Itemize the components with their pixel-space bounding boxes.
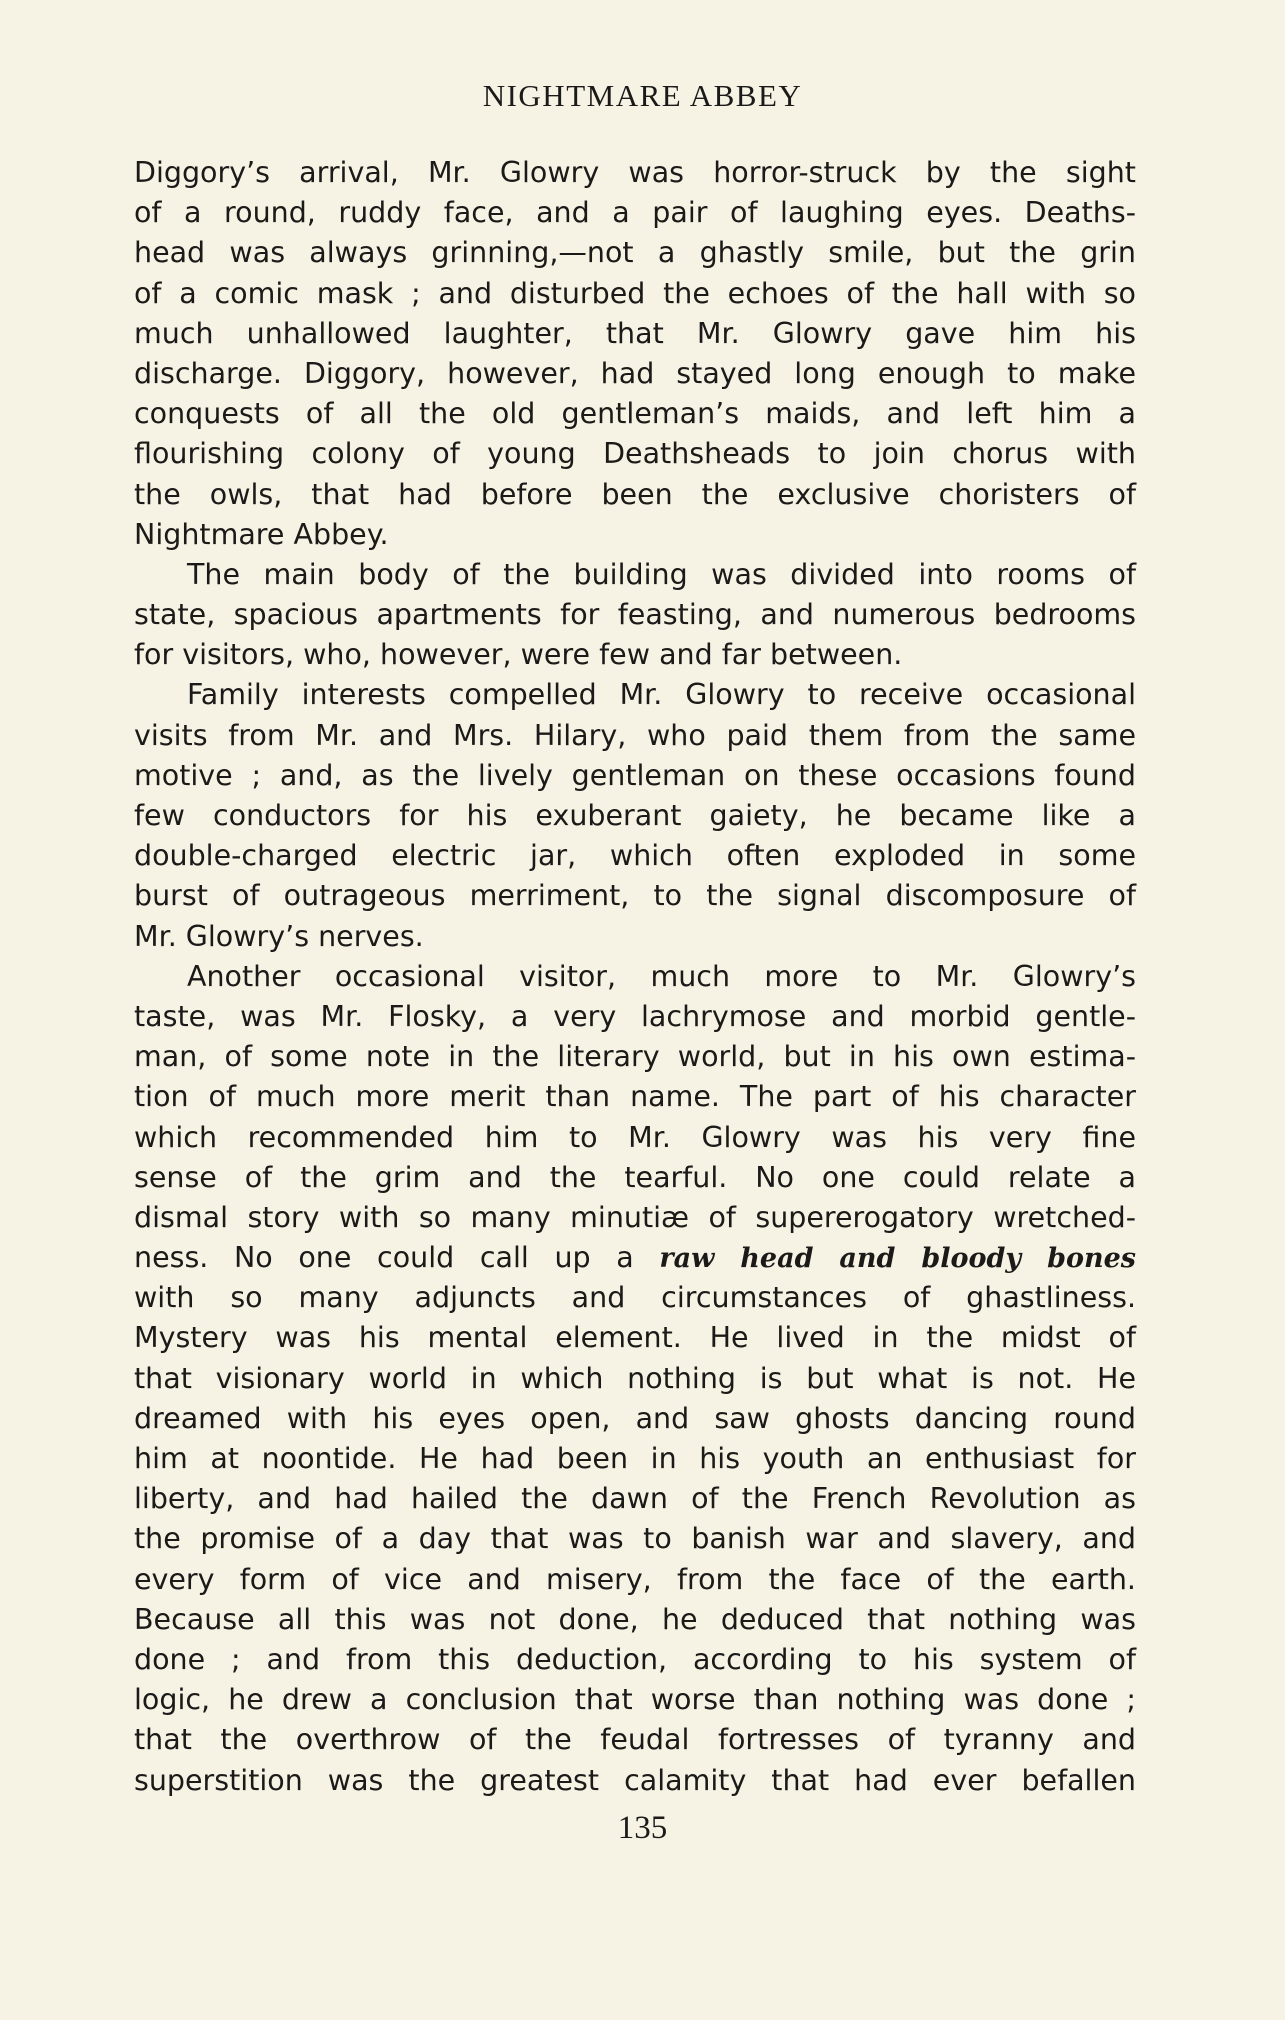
text-line: dreamed with his eyes open, and saw ghosts dancing round xyxy=(134,1401,1136,1435)
body-text xyxy=(134,153,1136,1801)
text-line: done ; and from this deduction, according to his system of xyxy=(134,1642,1136,1676)
text-line: for visitors, who, however, were few and far between. xyxy=(134,638,903,672)
text-line: motive ; and, as the lively gentleman on these occasions found xyxy=(134,758,1136,792)
text-line: Mystery was his mental element. He lived in the midst of xyxy=(134,1321,1136,1355)
text-span: ness. No one could call up a xyxy=(134,1241,634,1275)
text-line: with so many adjuncts and circumstances of ghastliness. xyxy=(134,1281,1136,1315)
text-line: man, of some note in the literary world, but in his own estima- xyxy=(134,1040,1136,1074)
text-line: flourishing colony of young Deathsheads to join chorus with xyxy=(134,437,1136,471)
paragraph-first-line: Another occasional visitor, much more to Mr. Glowry’s xyxy=(187,959,1136,993)
text-line: Mr. Glowry’s nerves. xyxy=(134,919,424,953)
text-line: burst of outrageous merriment, to the signal discomposure of xyxy=(134,879,1136,913)
italic-phrase: raw head and bloody bones xyxy=(659,1243,1136,1275)
paragraph-first-line: The main body of the building was divided into rooms of xyxy=(187,557,1136,591)
text-line: logic, he drew a conclusion that worse than nothing was done ; xyxy=(134,1683,1136,1717)
text-line: which recommended him to Mr. Glowry was his very fine xyxy=(134,1120,1136,1154)
text-line: the promise of a day that was to banish war and slavery, and xyxy=(134,1522,1136,1556)
text-line: sense of the grim and the tearful. No one could relate a xyxy=(134,1160,1136,1194)
text-line: much unhallowed laughter, that Mr. Glowry gave him his xyxy=(134,316,1136,350)
text-line: Because all this was not done, he deduced that nothing was xyxy=(134,1602,1136,1636)
text-line: conquests of all the old gentleman’s maids, and left him a xyxy=(134,397,1136,431)
text-line: dismal story with so many minutiæ of supererogatory wretched- xyxy=(134,1200,1136,1234)
paragraph-first-line: Family interests compelled Mr. Glowry to receive occasional xyxy=(187,678,1136,712)
text-line: Diggory’s arrival, Mr. Glowry was horror-struck by the sight xyxy=(134,156,1136,189)
text-line: every form of vice and misery, from the face of the earth. xyxy=(134,1562,1136,1596)
text-line: of a comic mask ; and disturbed the echoes of the hall with so xyxy=(134,276,1136,310)
text-line: head was always grinning,—not a ghastly smile, but the grin xyxy=(134,236,1136,270)
text-line: discharge. Diggory, however, had stayed long enough to make xyxy=(134,356,1136,390)
text-line: that visionary world in which nothing is but what is not. He xyxy=(134,1361,1136,1395)
running-head: NIGHTMARE ABBEY xyxy=(482,78,803,113)
text-line: taste, was Mr. Flosky, a very lachrymose and morbid gentle- xyxy=(134,999,1136,1033)
text-line: the owls, that had before been the exclusive choristers of xyxy=(134,477,1136,511)
page-number: 135 xyxy=(617,1810,668,1846)
text-line: visits from Mr. and Mrs. Hilary, who paid them from the same xyxy=(134,718,1136,752)
text-line: tion of much more merit than name. The part of his character xyxy=(134,1080,1136,1114)
text-line: him at noontide. He had been in his youth an enthusiast for xyxy=(134,1442,1136,1475)
text-line: few conductors for his exuberant gaiety, he became like a xyxy=(134,799,1136,832)
text-line: Nightmare Abbey. xyxy=(134,517,389,551)
text-line: that the overthrow of the feudal fortresses of tyranny and xyxy=(134,1723,1136,1757)
text-line: liberty, and had hailed the dawn of the French Revolution as xyxy=(134,1482,1136,1516)
text-line: state, spacious apartments for feasting, and numerous bedrooms xyxy=(134,598,1136,632)
text-line-with-italics xyxy=(134,1238,1136,1278)
text-line: superstition was the greatest calamity that had ever befallen xyxy=(134,1763,1136,1797)
text-line: of a round, ruddy face, and a pair of laughing eyes. Deaths- xyxy=(134,196,1136,230)
text-line: double-charged electric jar, which often exploded in some xyxy=(134,839,1136,873)
